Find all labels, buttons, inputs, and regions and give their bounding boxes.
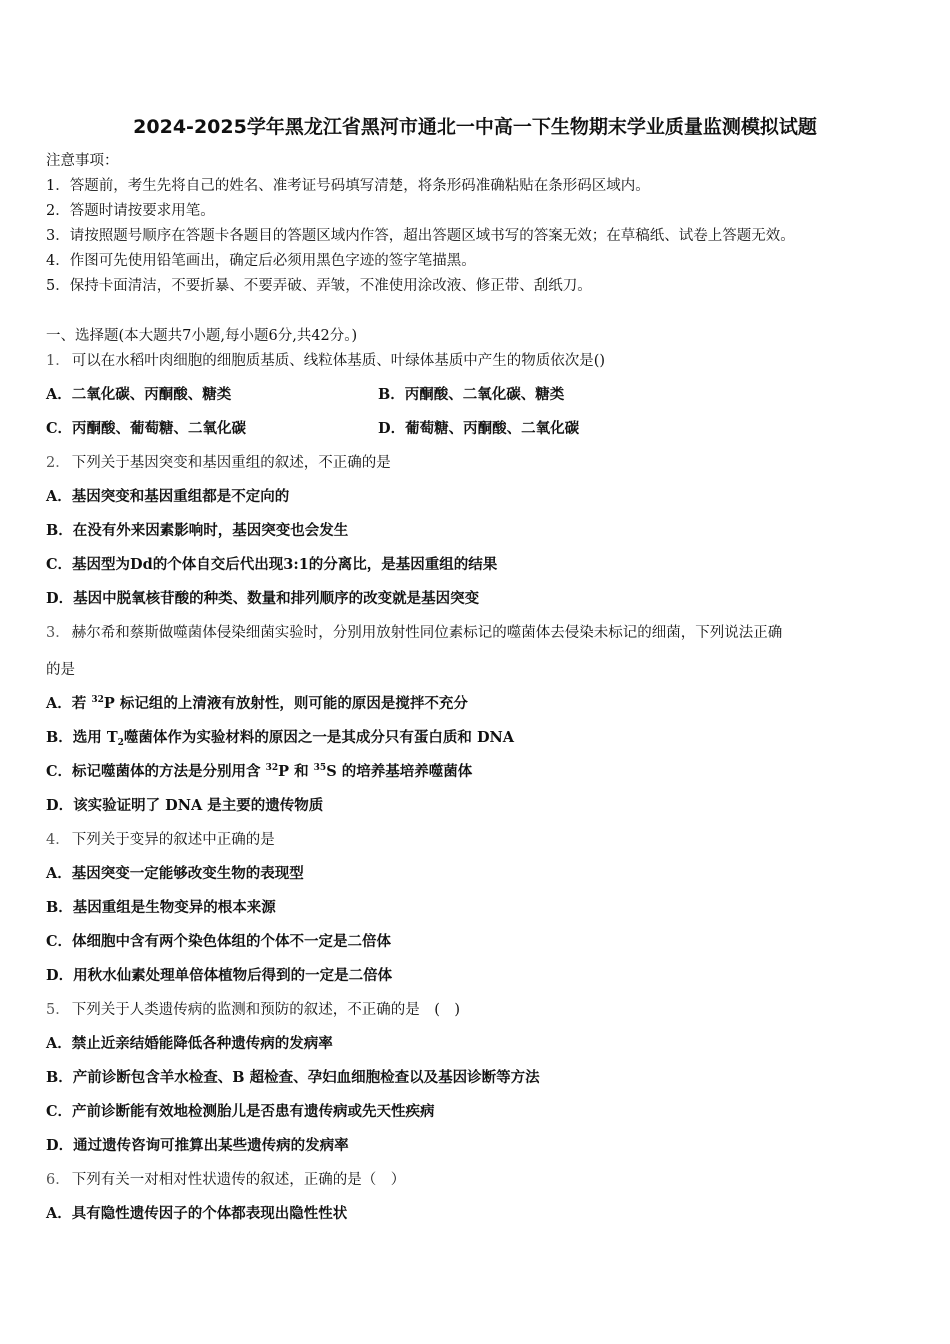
- option-text: B．产前诊断包含羊水检查、: [46, 1069, 233, 1086]
- question-5-option-d: D．通过遗传咨询可推算出某些遗传病的发病率: [46, 1137, 349, 1154]
- notice-item-4: 4．作图可先使用铅笔画出，确定后必须用黑色字迹的签字笔描黑。: [46, 253, 476, 269]
- question-2-option-b: B．在没有外来因素影响时，基因突变也会发生: [46, 522, 349, 539]
- element-symbol: P: [278, 763, 290, 780]
- isotope-mass: 32: [265, 763, 279, 773]
- option-text: 是主要的遗传物质: [207, 797, 324, 814]
- notice-item-3: 3．请按照题号顺序在答题卡各题目的答题区域内作答，超出答题区域书写的答案无效；在草稿纸、试卷上答题无效。: [46, 228, 795, 244]
- question-4-option-c: C．体细胞中含有两个染色体组的个体不一定是二倍体: [46, 933, 392, 950]
- option-text: 的个体自交后代出现: [152, 556, 284, 573]
- isotope-mass: 35: [313, 763, 327, 773]
- genotype-text: Dd: [130, 556, 153, 573]
- question-6-option-a: A．具有隐性遗传因子的个体都表现出隐性性状: [46, 1205, 348, 1222]
- question-6-stem: [46, 1173, 405, 1188]
- question-4-option-a: A．基因突变一定能够改变生物的表现型: [46, 865, 304, 882]
- isotope-mass: 32: [91, 695, 104, 705]
- option-text: 的分离比，是基因重组的结果: [308, 556, 498, 573]
- option-text: D．该实验证明了: [46, 797, 161, 814]
- element-symbol: P: [103, 695, 115, 712]
- question-5-stem: [46, 1003, 460, 1018]
- question-1-option-c: C．丙酮酸、葡萄糖、二氧化碳: [46, 420, 247, 437]
- question-4-option-d: D．用秋水仙素处理单倍体植物后得到的一定是二倍体: [46, 967, 393, 984]
- question-text: 赫尔希和蔡斯做噬菌体侵染细菌实验时，分别用放射性同位素标记的噬菌体去侵染未标记的细菌，下列说法正确: [71, 625, 783, 641]
- ratio-text: 3:1: [283, 556, 309, 573]
- question-text: 下列关于变异的叙述中正确的是: [71, 832, 275, 848]
- option-text: 的培养基培养噬菌体: [341, 763, 473, 780]
- question-3-stem: [46, 626, 782, 641]
- question-text: 下列关于基因突变和基因重组的叙述，不正确的是: [71, 455, 391, 471]
- question-5-option-a: A．禁止近亲结婚能降低各种遗传病的发病率: [46, 1035, 333, 1052]
- option-text: 和: [294, 763, 309, 780]
- option-text: 标记组的上清液有放射性，则可能的原因是搅拌不充分: [119, 695, 468, 712]
- question-2-option-d: D．基因中脱氧核苷酸的种类、数量和排列顺序的改变就是基因突变: [46, 590, 480, 607]
- question-3-option-b: [46, 731, 514, 746]
- question-number: 6．: [46, 1172, 70, 1188]
- section-heading: 一、选择题(本大题共7小题,每小题6分,共42分。): [46, 328, 358, 344]
- question-number: 3．: [46, 625, 70, 641]
- question-4-option-b: B．基因重组是生物变异的根本来源: [46, 899, 276, 916]
- question-3-option-c: [46, 765, 472, 780]
- element-symbol: S: [326, 763, 337, 780]
- dna-text: DNA: [476, 729, 515, 746]
- question-1-option-d: D．葡萄糖、丙酮酸、二氧化碳: [378, 420, 580, 437]
- question-3-stem-continued: 的是: [46, 662, 75, 678]
- notice-heading: 注意事项：: [46, 153, 119, 169]
- option-text: C．基因型为: [46, 556, 131, 573]
- question-4-stem: [46, 833, 275, 848]
- ultrasound-letter: B: [232, 1069, 245, 1086]
- question-3-option-d: [46, 799, 323, 814]
- phage-letter: T: [106, 729, 118, 746]
- question-1-option-b: B．丙酮酸、二氧化碳、糖类: [378, 386, 565, 403]
- option-text: 超检查、孕妇血细胞检查以及基因诊断等方法: [249, 1069, 540, 1086]
- question-number: 2．: [46, 455, 70, 471]
- question-number: 5．: [46, 1002, 70, 1018]
- question-2-stem: [46, 456, 391, 471]
- question-1-option-a: A．二氧化碳、丙酮酸、糖类: [46, 386, 232, 403]
- phage-subscript: 2: [117, 738, 124, 748]
- question-5-option-c: C．产前诊断能有效地检测胎儿是否患有遗传病或先天性疾病: [46, 1103, 435, 1120]
- option-text: C．标记噬菌体的方法是分别用含: [46, 763, 261, 780]
- question-3-option-a: [46, 697, 468, 712]
- question-2-option-c: [46, 558, 497, 573]
- question-number: 1．: [46, 353, 70, 369]
- question-text: 下列关于人类遗传病的监测和预防的叙述，不正确的是 ( ): [71, 1002, 461, 1018]
- question-5-option-b: [46, 1071, 540, 1086]
- dna-text: DNA: [165, 797, 203, 814]
- question-2-option-a: A．基因突变和基因重组都是不定向的: [46, 488, 290, 505]
- question-text: 下列有关一对相对性状遗传的叙述，正确的是（ ）: [71, 1172, 406, 1188]
- question-number: 4．: [46, 832, 70, 848]
- notice-item-1: 1．答题前，考生先将自己的姓名、准考证号码填写清楚，将条形码准确粘贴在条形码区域内。: [46, 178, 650, 194]
- option-text: 噬菌体作为实验材料的原因之一是其成分只有蛋白质和: [123, 729, 472, 746]
- page-title: 2024-2025学年黑龙江省黑河市通北一中高一下生物期末学业质量监测模拟试题: [133, 116, 817, 138]
- notice-item-2: 2．答题时请按要求用笔。: [46, 203, 215, 219]
- question-1-stem: [46, 354, 605, 369]
- notice-item-5: 5．保持卡面清洁，不要折暴、不要弄破、弄皱，不准使用涂改液、修正带、刮纸刀。: [46, 278, 592, 294]
- question-text: 可以在水稻叶肉细胞的细胞质基质、线粒体基质、叶绿体基质中产生的物质依次是(): [71, 353, 606, 369]
- option-text: B．选用: [46, 729, 102, 746]
- option-text: A．若: [46, 695, 87, 712]
